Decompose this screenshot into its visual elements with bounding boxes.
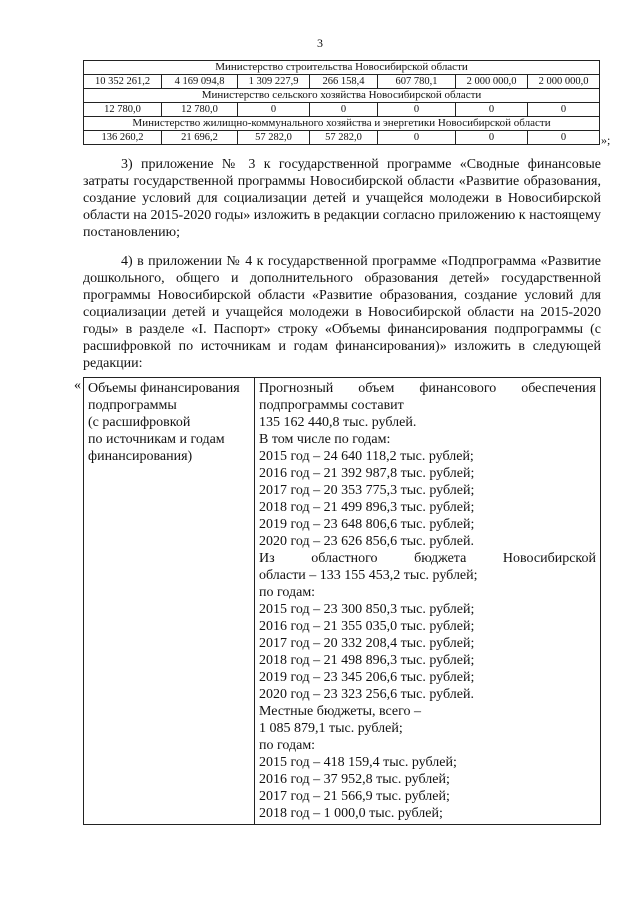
table-dept-row (84, 61, 600, 75)
table-cell: 12 780,0 (84, 103, 162, 117)
paragraph-text: 3) приложение № 3 к государственной программе «Сводные финансовые затраты государственной программы Новосибирской области «Развитие образования, создание условий для социализации детей и учащейся молодежи в Новосибирской области на 2015-2020 годы» изложить в редакции согласно приложению к настоящему постановлению; (83, 157, 601, 240)
table-row (84, 103, 600, 117)
text-line: 2019 год – 23 345 206,6 тыс. рублей; (259, 670, 475, 685)
text-line: В том числе по годам: (259, 432, 391, 447)
table-cell: 57 282,0 (310, 131, 378, 145)
table-cell: 0 (378, 131, 456, 145)
text-line: финансирования) (88, 449, 193, 464)
closing-quote: »; (601, 133, 611, 147)
table-cell: 2 000 000,0 (528, 75, 600, 89)
table-cell: 607 780,1 (378, 75, 456, 89)
text-line: 135 162 440,8 тыс. рублей. (259, 415, 417, 430)
table-cell: 0 (378, 103, 456, 117)
table-cell: 0 (310, 103, 378, 117)
text-line: 2019 год – 23 648 806,6 тыс. рублей; (259, 517, 475, 532)
page-number: 3 (317, 36, 323, 50)
table-cell: 10 352 261,2 (84, 75, 162, 89)
paragraph-item-4 (83, 253, 601, 372)
table-cell: 0 (456, 131, 528, 145)
funding-table-fragment (83, 60, 599, 145)
table-cell: 0 (456, 103, 528, 117)
table-cell: 4 169 094,8 (162, 75, 238, 89)
passport-row-value (255, 378, 601, 825)
dept-name: Министерство строительства Новосибирской области (84, 61, 600, 75)
paragraph-text: 4) в приложении № 4 к государственной программе «Подпрограмма «Развитие дошкольного, общего и дополнительного образования детей» государственной программы Новосибирской области «Развитие образования, создание условий для социализации детей и учащейся молодежи в Новосибирской области на 2015-2020 годы» в разделе «I. Паспорт» строку «Объемы финансирования подпрограммы (с расшифровкой по источникам и годам финансирования)» изложить в следующей редакции: (83, 254, 601, 371)
passport-row (84, 378, 601, 825)
table-row (84, 75, 600, 89)
table-cell: 57 282,0 (238, 131, 310, 145)
text-line: 2015 год – 23 300 850,3 тыс. рублей; (259, 602, 475, 617)
opening-quote: « (74, 378, 81, 393)
table-cell: 0 (238, 103, 310, 117)
text-line: подпрограммы (88, 398, 177, 413)
table-cell: 136 260,2 (84, 131, 162, 145)
text-line: 2018 год – 21 499 896,3 тыс. рублей; (259, 500, 475, 515)
table-cell: 2 000 000,0 (456, 75, 528, 89)
table-cell: 12 780,0 (162, 103, 238, 117)
table-cell: 266 158,4 (310, 75, 378, 89)
text-line: Объемы финансирования (88, 381, 240, 396)
text-line: 2017 год – 20 353 775,3 тыс. рублей; (259, 483, 475, 498)
text-line: 2018 год – 1 000,0 тыс. рублей; (259, 806, 443, 821)
text-line: по годам: (259, 585, 316, 600)
text-line: 2018 год – 21 498 896,3 тыс. рублей; (259, 653, 475, 668)
text-line: 2015 год – 418 159,4 тыс. рублей; (259, 755, 457, 770)
passport-table (83, 377, 601, 825)
text-line: 2020 год – 23 626 856,6 тыс. рублей. (259, 534, 474, 549)
table-cell: 0 (528, 131, 600, 145)
table-cell: 21 696,2 (162, 131, 238, 145)
text-line: 2015 год – 24 640 118,2 тыс. рублей; (259, 449, 474, 464)
table-row (84, 131, 600, 145)
table-dept-row (84, 89, 600, 103)
text-line: области – 133 155 453,2 тыс. рублей; (259, 568, 478, 583)
text-line: 2016 год – 21 355 035,0 тыс. рублей; (259, 619, 475, 634)
text-line: 1 085 879,1 тыс. рублей; (259, 721, 403, 736)
text-line: 2017 год – 21 566,9 тыс. рублей; (259, 789, 450, 804)
text-line: подпрограммы составит (259, 398, 404, 413)
passport-row-label (84, 378, 255, 825)
dept-name: Министерство жилищно-коммунального хозяйства и энергетики Новосибирской области (84, 117, 600, 131)
table-dept-row (84, 117, 600, 131)
text-line: (с расшифровкой (88, 415, 191, 430)
table-cell: 0 (528, 103, 600, 117)
text-line: по источникам и годам (88, 432, 225, 447)
text-line: 2017 год – 20 332 208,4 тыс. рублей; (259, 636, 475, 651)
text-line: по годам: (259, 738, 316, 753)
text-line: 2020 год – 23 323 256,6 тыс. рублей. (259, 687, 474, 702)
text-line: Местные бюджеты, всего – (259, 704, 422, 719)
text-line: 2016 год – 21 392 987,8 тыс. рублей; (259, 466, 475, 481)
table-cell: 1 309 227,9 (238, 75, 310, 89)
text-line: 2016 год – 37 952,8 тыс. рублей; (259, 772, 450, 787)
text-line: Прогнозный объем финансового обеспечения (259, 381, 596, 396)
text-line: Из областного бюджета Новосибирской (259, 551, 596, 566)
paragraph-item-3 (83, 156, 601, 241)
dept-name: Министерство сельского хозяйства Новосибирской области (84, 89, 600, 103)
funding-table (83, 60, 600, 145)
